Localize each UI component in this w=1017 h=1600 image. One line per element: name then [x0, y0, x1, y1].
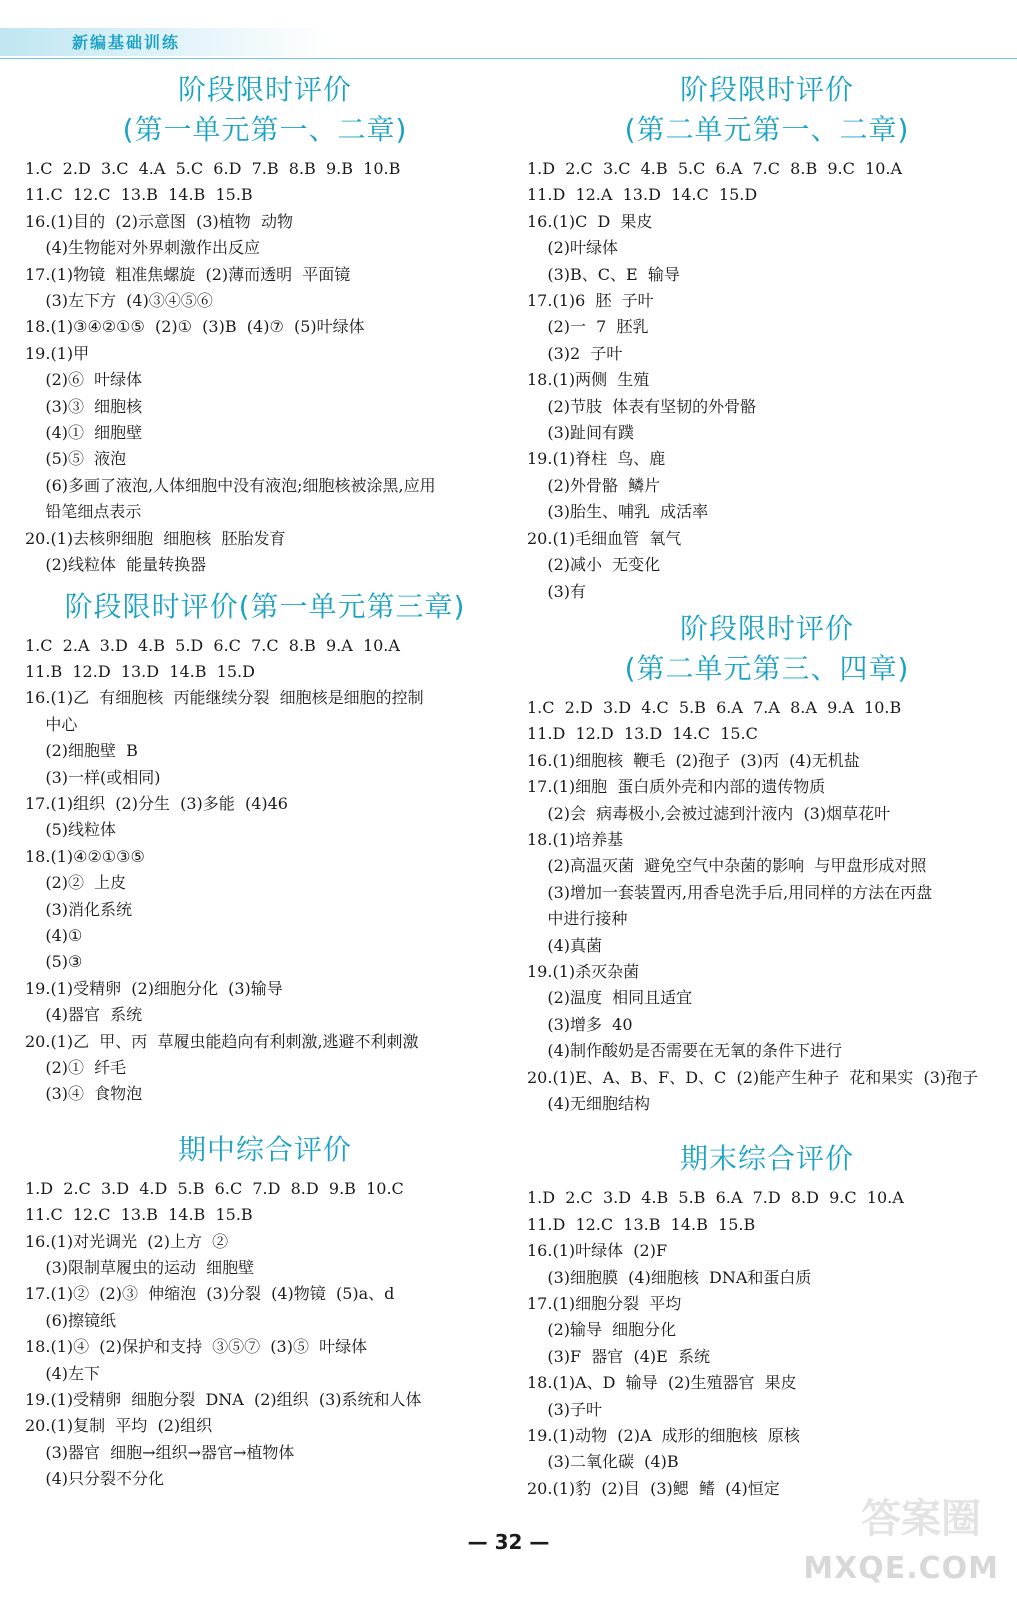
answer-line: (3)增加一套装置丙,用香皂洗手后,用同样的方法在丙盘 [527, 882, 933, 902]
answer-line: (3)B、C、E 输导 [527, 264, 680, 284]
right-column [527, 70, 1007, 1502]
answer-line: (2)线粒体 能量转换器 [25, 555, 207, 575]
answer-line: 19.(1)甲 [25, 343, 90, 363]
answer-line: 18.(1)④②①③⑤ [25, 846, 145, 866]
answer-line: 1.D 2.C 3.D 4.B 5.B 6.A 7.D 8.D 9.C 10.A [527, 1188, 904, 1208]
answer-line: (2)输导 细胞分化 [527, 1320, 677, 1340]
answer-line: (3)子叶 [527, 1399, 603, 1419]
answer-line: (3)③ 细胞核 [25, 396, 143, 416]
section-subtitle: (第二单元第一、二章) [624, 113, 910, 146]
answer-line: (2)一 7 胚乳 [527, 317, 649, 337]
answer-line: 1.C 2.D 3.D 4.C 5.B 6.A 7.A 8.A 9.A 10.B [527, 697, 902, 717]
answer-line: 18.(1)培养基 [527, 829, 624, 849]
section-subtitle: (第一单元第一、二章) [122, 113, 408, 146]
answer-line: 11.B 12.D 13.D 14.B 15.D [25, 661, 255, 681]
answer-line: (5)线粒体 [25, 820, 117, 840]
answer-line: (4)无细胞结构 [527, 1094, 651, 1113]
answer-line: (3)2 子叶 [527, 343, 623, 363]
page-number: — 32 — [467, 1530, 550, 1554]
answer-line: (4)① 细胞壁 [25, 423, 143, 443]
answer-line: 中心 [25, 714, 78, 734]
answer-line: 16.(1)目的 (2)示意图 (3)植物 动物 [25, 211, 293, 231]
answer-line: (3)细胞膜 (4)细胞核 DNA和蛋白质 [527, 1267, 812, 1287]
answer-line: (3)有 [527, 581, 587, 601]
answer-line: (3)二氧化碳 (4)B [527, 1452, 679, 1472]
answer-line: (5)⑤ 液泡 [25, 449, 127, 469]
answer-line: 18.(1)A、D 输导 (2)生殖器官 果皮 [527, 1373, 797, 1393]
answer-line: (3)器官 细胞→组织→器官→植物体 [25, 1442, 295, 1462]
answer-line: (3)④ 食物泡 [25, 1084, 143, 1104]
answer-line: (4)① [25, 925, 83, 945]
answer-line: 1.D 2.C 3.D 4.D 5.B 6.C 7.D 8.D 9.B 10.C [25, 1178, 404, 1198]
answer-line: 18.(1)④ (2)保护和支持 ③⑤⑦ (3)⑤ 叶绿体 [25, 1337, 368, 1357]
header-divider [0, 58, 1017, 59]
answer-line: 17.(1)物镜 粗准焦螺旋 (2)薄而透明 平面镜 [25, 264, 351, 284]
answer-line: 11.D 12.C 13.B 14.B 15.B [527, 1214, 756, 1234]
answer-line: 18.(1)③④②①⑤ (2)① (3)B (4)⑦ (5)叶绿体 [25, 317, 365, 337]
answer-line: 17.(1)细胞分裂 平均 [527, 1294, 682, 1314]
answer-section [527, 70, 1007, 605]
answer-section [527, 1139, 1007, 1502]
section-title: 阶段限时评价 [177, 73, 352, 106]
answer-line: 16.(1)叶绿体 (2)F [527, 1241, 668, 1261]
answer-line: (2)细胞壁 B [25, 741, 138, 761]
answer-line: 19.(1)杀灭杂菌 [527, 961, 640, 981]
section-title: 阶段限时评价(第一单元第三章) [64, 589, 466, 623]
answer-section [25, 587, 505, 1108]
section-title: 期末综合评价 [679, 1142, 854, 1176]
answer-line: 16.(1)C D 果皮 [527, 211, 653, 231]
answer-line: (3)限制草履虫的运动 细胞壁 [25, 1258, 255, 1278]
answer-line: 1.D 2.C 3.C 4.B 5.C 6.A 7.C 8.B 9.C 10.A [527, 159, 903, 178]
answer-line: 11.D 12.D 13.D 14.C 15.C [527, 724, 758, 744]
answer-line: 18.(1)两侧 生殖 [527, 370, 650, 390]
answer-line: (4)器官 系统 [25, 1005, 143, 1025]
answer-line: (6)擦镜纸 [25, 1310, 117, 1330]
answer-line: 17.(1)6 胚 子叶 [527, 291, 654, 311]
answer-line: 1.C 2.A 3.D 4.B 5.D 6.C 7.C 8.B 9.A 10.A [25, 635, 400, 655]
answer-line: 19.(1)受精卵 细胞分裂 DNA (2)组织 (3)系统和人体 [25, 1390, 422, 1410]
answer-line: 20.(1)乙 甲、丙 草履虫能趋向有利刺激,逃避不利刺激 [25, 1031, 419, 1051]
answer-line: (4)左下 [25, 1363, 101, 1383]
answer-line: (3)F 器官 (4)E 系统 [527, 1346, 710, 1366]
answer-section [527, 609, 1007, 1118]
answer-line: 20.(1)E、A、B、F、D、C (2)能产生种子 花和果实 (3)孢子 [527, 1067, 979, 1087]
answer-line: 16.(1)乙 有细胞核 丙能继续分裂 细胞核是细胞的控制 [25, 688, 424, 708]
section-title: 阶段限时评价 [679, 73, 854, 106]
answer-line: (2)叶绿体 [527, 238, 619, 258]
section-title: 期中综合评价 [177, 1132, 352, 1166]
watermark-url: MXQE.COM [803, 1551, 999, 1586]
header-title: 新编基础训练 [72, 33, 181, 52]
answer-line: 20.(1)毛细血管 氧气 [527, 528, 682, 548]
answer-line: (4)真菌 [527, 935, 603, 955]
answer-section [25, 70, 505, 579]
answer-line: 20.(1)去核卵细胞 细胞核 胚胎发育 [25, 528, 286, 548]
answer-line: 17.(1)细胞 蛋白质外壳和内部的遗传物质 [527, 777, 826, 797]
answer-line: (2)② 上皮 [25, 873, 127, 893]
answer-line: 11.C 12.C 13.B 14.B 15.B [25, 185, 253, 205]
answer-line: (2)⑥ 叶绿体 [25, 370, 143, 390]
answer-line: (3)一样(或相同) [25, 767, 161, 787]
answer-line: (2)外骨骼 鳞片 [527, 475, 661, 495]
answer-line: (2)高温灭菌 避免空气中杂菌的影响 与甲盘形成对照 [527, 856, 927, 876]
answer-line: 铅笔细点表示 [25, 502, 142, 522]
answer-line: (3)增多 40 [527, 1014, 633, 1034]
left-column [25, 70, 505, 1493]
answer-line: 16.(1)对光调光 (2)上方 ② [25, 1231, 229, 1251]
answer-line: 17.(1)组织 (2)分生 (3)多能 (4)46 [25, 793, 288, 813]
section-subtitle: (第二单元第三、四章) [624, 651, 910, 685]
answer-line: (4)制作酸奶是否需要在无氧的条件下进行 [527, 1041, 843, 1061]
answer-line: (2)会 病毒极小,会被过滤到汁液内 (3)烟草花叶 [527, 803, 891, 823]
answer-line: (4)只分裂不分化 [25, 1469, 165, 1489]
answer-line: (3)趾间有蹼 [527, 423, 635, 443]
section-title: 阶段限时评价 [679, 611, 854, 645]
answer-line: 1.C 2.D 3.C 4.A 5.C 6.D 7.B 8.B 9.B 10.B [25, 159, 401, 178]
answer-line: (6)多画了液泡,人体细胞中没有液泡;细胞核被涂黑,应用 [25, 475, 436, 495]
answer-line: (2)温度 相同且适宜 [527, 988, 693, 1008]
answer-line: (3)左下方 (4)③④⑤⑥ [25, 291, 213, 311]
answer-line: 19.(1)受精卵 (2)细胞分化 (3)输导 [25, 978, 283, 998]
answer-line: (2)节肢 体表有坚韧的外骨骼 [527, 396, 757, 416]
answer-line: (2)减小 无变化 [527, 555, 661, 575]
answer-line: (4)生物能对外界刺激作出反应 [25, 238, 261, 258]
answer-line: 17.(1)② (2)③ 伸缩泡 (3)分裂 (4)物镜 (5)a、d [25, 1284, 395, 1304]
answer-line: 11.D 12.A 13.D 14.C 15.D [527, 185, 758, 205]
answer-line: (3)消化系统 [25, 899, 133, 919]
answer-line: (2)① 纤毛 [25, 1058, 127, 1077]
answer-line: (3)胎生、哺乳 成活率 [527, 502, 709, 522]
answer-line: 20.(1)豹 (2)目 (3)鳃 鳍 (4)恒定 [527, 1478, 780, 1498]
watermark-logo: 答案圈 [861, 1496, 981, 1542]
answer-line: 20.(1)复制 平均 (2)组织 [25, 1416, 213, 1436]
answer-line: (5)③ [25, 952, 83, 972]
answer-line: 19.(1)脊柱 鸟、鹿 [527, 449, 666, 469]
answer-line: 19.(1)动物 (2)A 成形的细胞核 原核 [527, 1426, 800, 1446]
answer-section [25, 1130, 505, 1493]
answer-line: 16.(1)细胞核 鞭毛 (2)孢子 (3)丙 (4)无机盐 [527, 750, 860, 770]
answer-line: 中进行接种 [527, 909, 628, 929]
answer-line: 11.C 12.C 13.B 14.B 15.B [25, 1205, 253, 1225]
